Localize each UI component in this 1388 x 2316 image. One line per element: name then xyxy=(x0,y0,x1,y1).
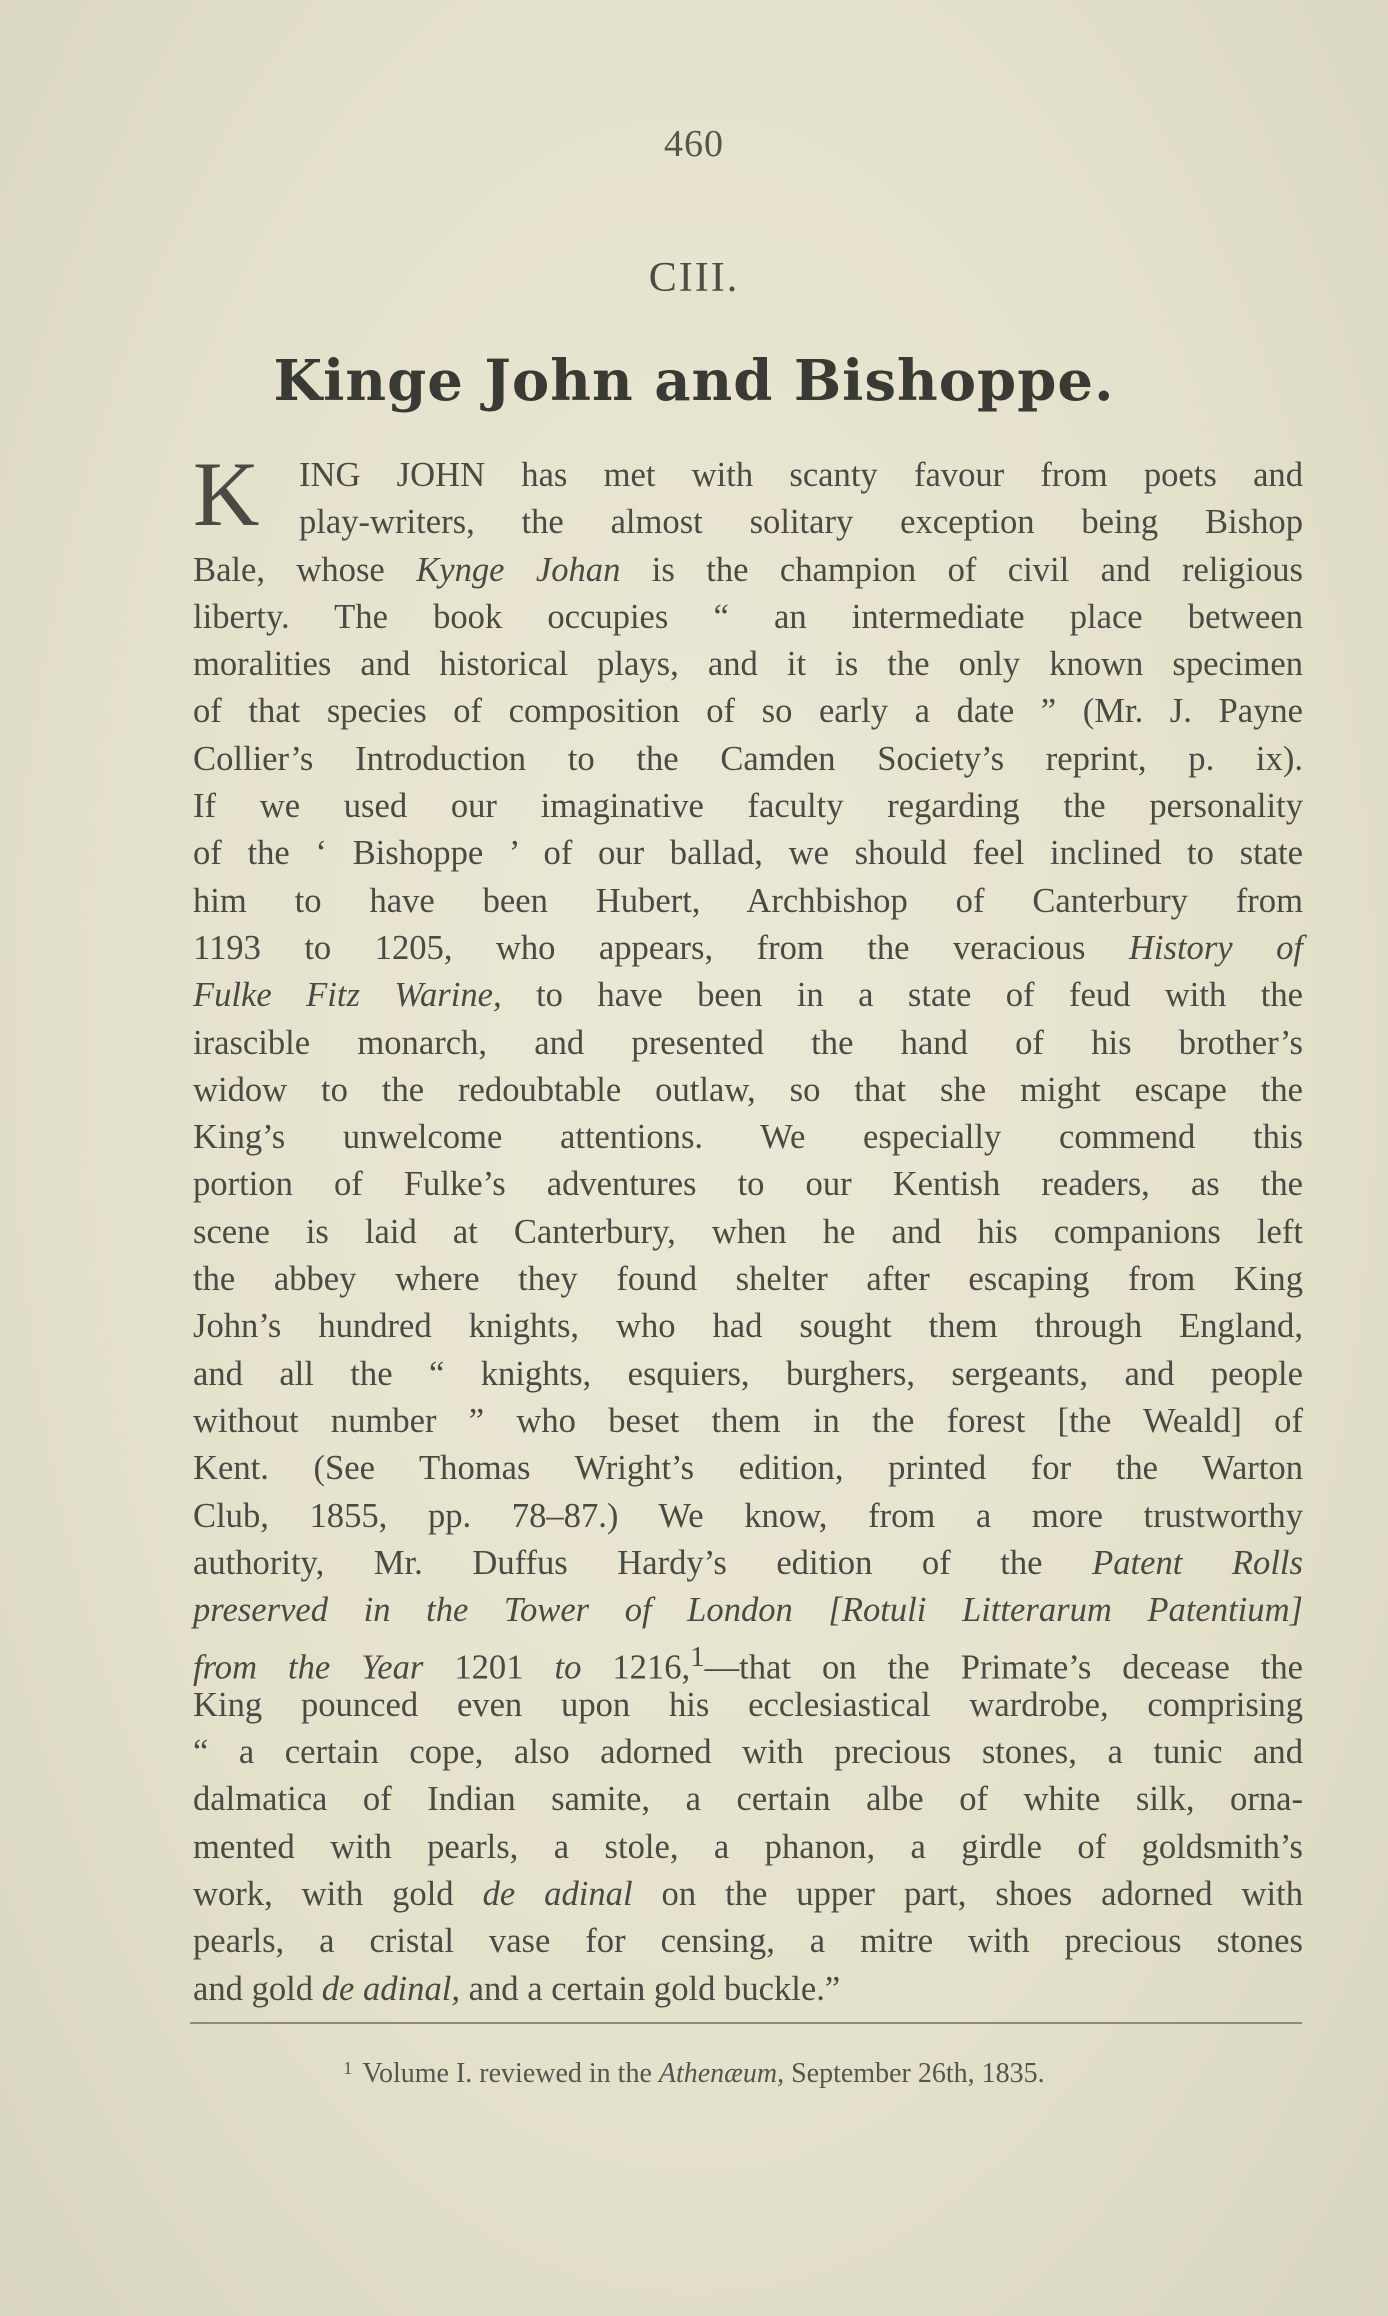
paragraph-line-18: the abbey where they found shelter after escaping from King xyxy=(193,1260,1303,1299)
paragraph-line-1: ING JOHN has met with scanty favour from poets and xyxy=(299,456,1303,494)
paragraph-line-5: moralities and historical plays, and it is the only known specimen xyxy=(193,645,1303,684)
paragraph-line-31: work, with gold de adinal on the upper part, shoes adorned with xyxy=(193,1874,1303,1913)
paragraph-line-29: dalmatica of Indian samite, a certain albe of white silk, orna- xyxy=(193,1780,1303,1819)
paragraph-line-30: mented with pearls, a stole, a phanon, a girdle of goldsmith’s xyxy=(193,1827,1303,1866)
paragraph-line-20: and all the “ knights, esquiers, burghers, sergeants, and people xyxy=(193,1354,1303,1393)
paragraph-line-25: preserved in the Tower of London [Rotuli Litterarum Patentium] xyxy=(193,1591,1303,1630)
paragraph-line-9: of the ‘ Bishoppe ’ of our ballad, we should feel inclined to state xyxy=(193,834,1303,873)
paragraph-line-21: without number ” who beset them in the forest [the Weald] of xyxy=(193,1401,1303,1440)
drop-cap: K xyxy=(193,443,260,545)
paragraph-line-6: of that species of composition of so early a date ” (Mr. J. Payne xyxy=(193,692,1303,731)
footnote: $^1$ Volume I. reviewed in the Athenæum, September 26th, 1835. xyxy=(343,2058,1045,2089)
page-number: 460 xyxy=(664,123,724,165)
paragraph-line-32: pearls, a cristal vase for censing, a mitre with precious stones xyxy=(193,1922,1303,1961)
paragraph-line-0-spacer xyxy=(193,452,1303,499)
paragraph-line-12: Fulke Fitz Warine, to have been in a state of feud with the xyxy=(193,976,1303,1015)
paragraph-line-7: Collier’s Introduction to the Camden Society’s reprint, p. ix). xyxy=(193,739,1303,778)
footnote-reference: 1 xyxy=(690,1641,705,1674)
chapter-number: CIII. xyxy=(648,255,740,301)
paragraph-line-19: John’s hundred knights, who had sought them through England, xyxy=(193,1307,1303,1346)
paragraph-line-23: Club, 1855, pp. 78–87.) We know, from a more trustworthy xyxy=(193,1496,1303,1535)
paragraph-line-8: If we used our imaginative faculty regarding the personality xyxy=(193,787,1303,826)
chapter-title: Kinge John and Bishoppe. xyxy=(273,348,1115,414)
paragraph-line-17: scene is laid at Canterbury, when he and his companions left xyxy=(193,1212,1303,1251)
main-paragraph xyxy=(193,452,1303,2013)
paragraph-line-28: “ a certain cope, also adorned with precious stones, a tunic and xyxy=(193,1733,1303,1772)
paragraph-line-33: and gold de adinal, and a certain gold buckle.” xyxy=(193,1969,841,2008)
paragraph-line-26: from the Year 1201 to 1216,$^1$—that on the Primate’s decease the xyxy=(193,1641,1303,1687)
footnote-marker: 1 xyxy=(343,2058,353,2078)
paragraph-line-24: authority, Mr. Duffus Hardy’s edition of the Patent Rolls xyxy=(193,1543,1303,1582)
paragraph-line-15: King’s unwelcome attentions. We especially commend this xyxy=(193,1118,1303,1157)
paragraph-line-2: play-writers, the almost solitary exception being Bishop xyxy=(299,503,1303,542)
paragraph-line-10: him to have been Hubert, Archbishop of Canterbury from xyxy=(193,881,1303,920)
paragraph-line-27: King pounced even upon his ecclesiastical wardrobe, comprising xyxy=(193,1685,1303,1724)
paragraph-line-13: irascible monarch, and presented the hand of his brother’s xyxy=(193,1023,1303,1062)
paragraph-line-3: Bale, whose Kynge Johan is the champion of civil and religious xyxy=(193,550,1303,589)
paragraph-line-11: 1193 to 1205, who appears, from the veracious History of xyxy=(193,928,1303,967)
paragraph-line-14: widow to the redoubtable outlaw, so that she might escape the xyxy=(193,1070,1303,1109)
footnote-divider xyxy=(190,2022,1302,2024)
paragraph-line-4: liberty. The book occupies “ an intermediate place between xyxy=(193,597,1303,636)
paragraph-line-22: Kent. (See Thomas Wright’s edition, printed for the Warton xyxy=(193,1449,1303,1488)
paragraph-line-16: portion of Fulke’s adventures to our Kentish readers, as the xyxy=(193,1165,1303,1204)
